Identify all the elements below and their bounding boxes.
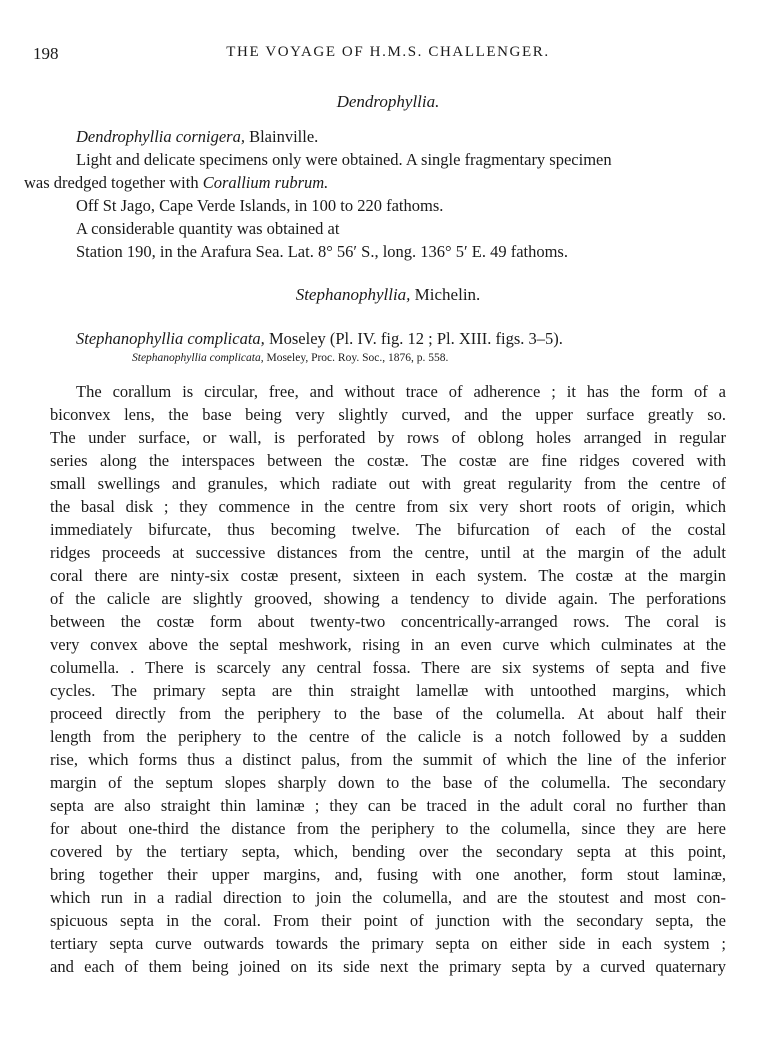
- species-name: Stephanophyllia complicata,: [76, 329, 265, 348]
- paragraph-line: covered by the tertiary septa, which, bending over the secondary septa at this point,: [50, 842, 726, 861]
- stephanophyllia-species: [50, 327, 726, 366]
- paragraph-line: cycles. The primary septa are thin straight lamellæ with untoothed margins, which: [50, 681, 726, 700]
- paragraph-line: rise, which forms thus a distinct palus, from the summit of which the line of the inferior: [50, 750, 726, 769]
- paragraph-line: The under surface, or wall, is perforated by rows of oblong holes arranged in regular: [50, 428, 726, 447]
- paragraph-line: margin of the septum slopes sharply down to the base of the columella. The secondary: [50, 773, 726, 792]
- locality-line: Off St Jago, Cape Verde Islands, in 100 to 220 fathoms.: [76, 196, 444, 215]
- running-head: THE VOYAGE OF H.M.S. CHALLENGER.: [226, 44, 550, 60]
- section-heading: Stephanophyllia, Michelin.: [295, 285, 481, 304]
- paragraph-line: bring together their upper margins, and, fusing with one another, form stout laminæ,: [50, 865, 726, 884]
- paragraph-line: biconvex lens, the base being very slightly curved, and the upper surface greatly so.: [50, 405, 726, 424]
- species-author: Blainville.: [244, 127, 319, 146]
- section-heading: Dendrophyllia.: [336, 92, 440, 111]
- stephanophyllia-section: [50, 285, 726, 305]
- text-line: Light and delicate specimens only were obtained. A single fragmentary specimen: [76, 150, 612, 169]
- species-line: [50, 125, 726, 148]
- paragraph-line: septa are also straight thin laminæ ; they can be traced in the adult coral no further than: [50, 796, 726, 815]
- quantity-line: A considerable quantity was obtained at: [76, 219, 340, 238]
- paragraph-line: ridges proceeds at successive distances from the centre, until at the margin of the adult: [50, 543, 726, 562]
- paragraph-line: for about one-third the distance from the periphery to the columella, since they are here: [50, 819, 726, 838]
- paragraph-line: series along the interspaces between the costæ. The costæ are fine ridges covered with: [50, 451, 726, 470]
- paragraph-line: proceed directly from the periphery to the base of the columella. At about half their: [50, 704, 726, 723]
- paragraph-line: between the costæ form about twenty-two concentrically-arranged rows. The coral is: [50, 612, 726, 631]
- species-line: [50, 327, 726, 350]
- paragraph-line: length from the periphery to the centre of the calicle is a notch followed by a sudden: [50, 727, 726, 746]
- paragraph-line: of the calicle are slightly grooved, showing a tendency to divide again. The perforations: [50, 589, 726, 608]
- dendrophyllia-section: [50, 92, 726, 112]
- paragraph-line: spicuous septa in the coral. From their point of junction with the secondary septa, the: [50, 911, 726, 930]
- page-number: 198: [33, 44, 59, 63]
- station-line: Station 190, in the Arafura Sea. Lat. 8° 56′ S., long. 136° 5′ E. 49 fathoms.: [76, 242, 568, 261]
- paragraph-line: The corallum is circular, free, and without trace of adherence ; it has the form of a: [76, 382, 726, 401]
- paragraph-line: immediately bifurcate, thus becoming twelve. The bifurcation of each of the costal: [50, 520, 726, 539]
- species-name: Dendrophyllia cornigera,: [76, 127, 245, 146]
- species-author: Moseley (Pl. IV. fig. 12 ; Pl. XIII. figs. 3–5).: [264, 329, 563, 348]
- description-paragraph: [50, 380, 726, 978]
- dendrophyllia-body: [24, 125, 726, 263]
- paragraph-line: tertiary septa curve outwards towards the primary septa on either side in each system ;: [50, 934, 726, 953]
- paragraph-line: columella. . There is scarcely any central fossa. There are six systems of septa and five: [50, 658, 726, 677]
- paragraph-line: which run in a radial direction to join the columella, and are the stoutest and most con-: [50, 888, 726, 907]
- text-line: was dredged together with Corallium rubrum.: [24, 173, 329, 192]
- paragraph-line: very convex above the septal meshwork, rising in an even curve which culminates at the: [50, 635, 726, 654]
- paragraph-line: small swellings and granules, which radiate out with great regularity from the centre of: [50, 474, 726, 493]
- reference-line: Stephanophyllia complicata, Moseley, Proc. Roy. Soc., 1876, p. 558.: [132, 352, 449, 364]
- paragraph-line: the basal disk ; they commence in the centre from six very short roots of origin, which: [50, 497, 726, 516]
- paragraph-line: and each of them being joined on its side next the primary septa by a curved quaternary: [50, 957, 726, 976]
- page-header: [0, 44, 776, 68]
- paragraph-line: coral there are ninty-six costæ present, sixteen in each system. The costæ at the margin: [50, 566, 726, 585]
